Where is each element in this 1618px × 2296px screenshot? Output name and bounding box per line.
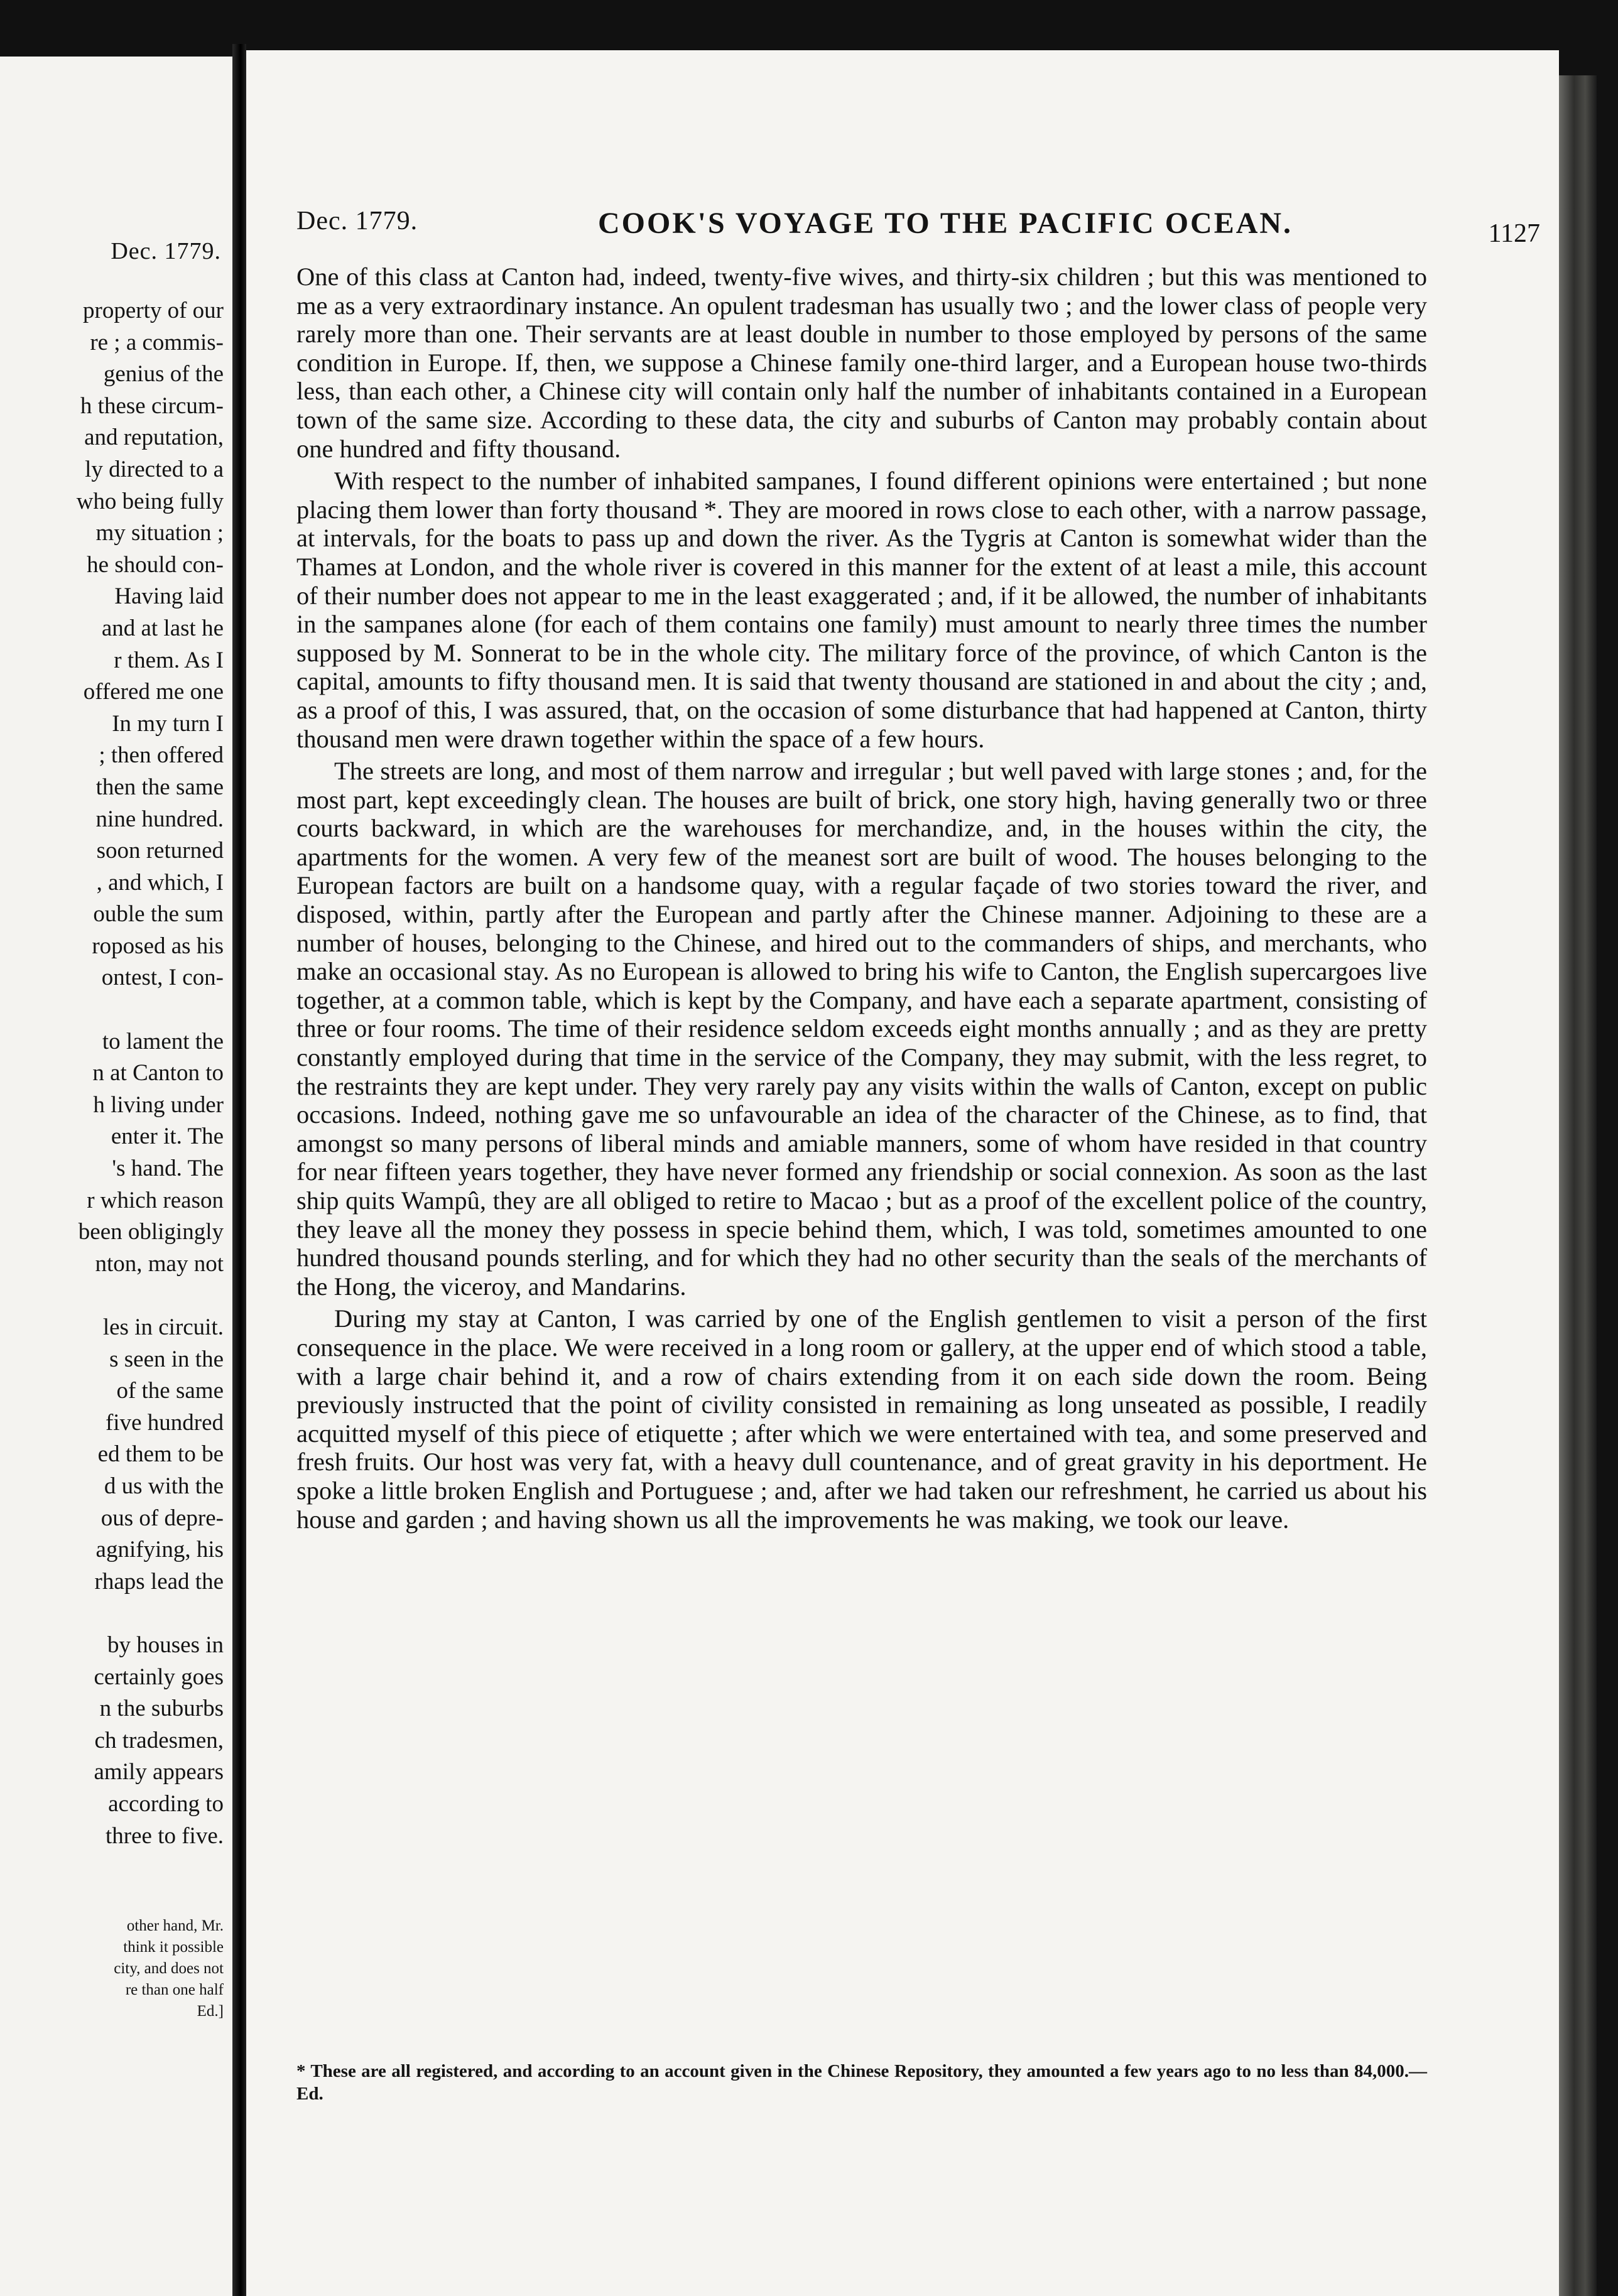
left-line: offered me one bbox=[83, 679, 224, 705]
left-line: ly directed to a bbox=[85, 456, 224, 482]
left-line: amily appears bbox=[94, 1759, 224, 1785]
left-line bbox=[0, 1280, 224, 1312]
left-line: three to five. bbox=[106, 1822, 224, 1849]
left-line: my situation ; bbox=[95, 520, 224, 546]
left-line: h living under bbox=[93, 1091, 224, 1118]
left-line: Having laid bbox=[114, 583, 224, 610]
left-footnote-line: Ed.] bbox=[197, 2003, 224, 2020]
left-line: soon returned bbox=[96, 838, 224, 864]
running-head-title: COOK'S VOYAGE TO THE PACIFIC OCEAN. bbox=[598, 207, 1293, 240]
left-line: to lament the bbox=[102, 1028, 224, 1054]
left-line: of the same bbox=[116, 1378, 224, 1404]
left-line: rhaps lead the bbox=[94, 1568, 224, 1595]
footnote: * These are all registered, and according to an account given in the Chinese Repository, they amounted a few years ago to no less than 84,000.—Ed. bbox=[296, 2061, 1427, 2104]
left-line: ontest, I con- bbox=[101, 965, 224, 991]
paragraph-3: The streets are long, and most of them narrow and irregular ; but well paved with large stones ; and, for the most part, kept exceedingly clean. The houses are built of brick, one story high, having generally two or three courts backward, in which are the warehouses for merchandize, and, in the houses within the city, the apartments for the women. A very few of the meanest sort are built of wood. The houses belonging to the European factors are built on a handsome quay, with a regular façade of two stories toward the river, and disposed, within, partly after the European and partly after the Chinese manner. Adjoining to these are a number of houses, belonging to the Chinese, and hired out to the commanders of ships, and merchants, who make an occasional stay. As no European is allowed to bring his wife to Canton, the English supercargoes live together, at a common table, which is kept by the Company, and have each a separate apartment, consisting of three or four rooms. The time of their residence seldom exceeds eight months annually ; and as they are pretty constantly employed during that time in the service of the Company, they may submit, with the less regret, to the restraints they are kept under. They very rarely pay any visits within the walls of Canton, except on public occasions. Indeed, nothing gave me so unfavourable an idea of the character of the Chinese, as to find, that amongst so many persons of liberal minds and amiable manners, some of whom have resided in that country for near fifteen years together, they have never formed any friendship or social connexion. As soon as the last ship quits Wampû, they are all obliged to retire to Macao ; but as a proof of the excellent police of the country, they leave all the money they possess in specie behind them, which, I was told, sometimes amounted to one hundred thousand pounds sterling, and for which they had no other security than the seals of the merchants of the Hong, the viceroy, and Mandarins. bbox=[296, 757, 1427, 1301]
left-line: 's hand. The bbox=[112, 1156, 224, 1182]
left-running-head: Dec. 1779. bbox=[111, 238, 221, 264]
page-edge bbox=[1559, 75, 1597, 2296]
right-page bbox=[246, 50, 1559, 2296]
left-line: and at last he bbox=[101, 615, 224, 641]
left-line: ed them to be bbox=[97, 1441, 224, 1468]
left-line: agnifying, his bbox=[95, 1537, 224, 1563]
book-gutter bbox=[232, 44, 246, 2296]
left-page-footnote bbox=[0, 1915, 224, 2022]
left-line: five hundred bbox=[105, 1409, 224, 1436]
left-line: according to bbox=[108, 1790, 224, 1817]
left-footnote-line: city, and does not bbox=[114, 1960, 224, 1977]
left-line: he should con- bbox=[87, 551, 224, 578]
running-head-date: Dec. 1779. bbox=[296, 207, 418, 236]
left-footnote-line: think it possible bbox=[123, 1939, 224, 1956]
left-line: enter it. The bbox=[111, 1124, 224, 1150]
left-line: , and which, I bbox=[96, 869, 224, 896]
left-line: nton, may not bbox=[95, 1250, 224, 1277]
left-line: s seen in the bbox=[109, 1346, 224, 1372]
paragraph-2: With respect to the number of inhabited sampanes, I found different opinions were entertained ; but none placing them lower than forty thousand *. They are moored in rows close to each other, with a narrow passage, at intervals, for the boats to pass up and down the river. As the Tygris at Canton is somewhat wider than the Thames at London, and the whole river is covered in this manner for the extent of at least a mile, this account of their number does not appear to me in the least exaggerated ; and, if it be allowed, the number of inhabitants in the sampanes alone (for each of them contains one family) must amount to nearly three times the number supposed by M. Sonnerat to be in the whole city. The military force of the province, of which Canton is the capital, amounts to fifty thousand men. It is said that twenty thousand are stationed in and about the city ; and, as a proof of this, I was assured, that, on the occasion of some disturbance that had happened at Canton, thirty thousand men were drawn together within the space of a few hours. bbox=[296, 467, 1427, 753]
paragraph-1: One of this class at Canton had, indeed, twenty-five wives, and thirty-six children ; but this was mentioned to me as a very extraordinary instance. An opulent tradesman has usually two ; and the lower class of people very rarely more than one. Their servants are at least double in number to those employed by persons of the same condition in Europe. If, then, we suppose a Chinese family one-third larger, and a European house two-thirds less, than each other, a Chinese city will contain only half the number of inhabitants contained in a European town of the same size. According to these data, the city and suburbs of Canton may probably contain about one hundred and fifty thousand. bbox=[296, 263, 1427, 463]
left-line: then the same bbox=[95, 774, 224, 800]
left-line: roposed as his bbox=[92, 933, 224, 959]
paragraph-4: During my stay at Canton, I was carried by one of the English gentlemen to visit a person of the first consequence in the place. We were received in a long room or gallery, at the upper end of which stood a table, with a large chair behind it, and a row of chairs extending from it on each side down the room. Being previously instructed that the point of civility consisted in remaining as long unseated as possible, I readily acquitted myself of this piece of etiquette ; after which we were entertained with tea, and some preserved and fresh fruits. Our host was very fat, with a heavy dull countenance, and of great gravity in his deportment. He spoke a little broken English and Portuguese ; and, after we had taken our refreshment, he carried us about his house and garden ; and having shown us all the improvements he was making, we took our leave. bbox=[296, 1304, 1427, 1534]
page-number: 1127 bbox=[1488, 219, 1540, 248]
left-footnote-line: other hand, Mr. bbox=[126, 1917, 224, 1934]
left-line bbox=[0, 1598, 224, 1630]
left-line: ouble the sum bbox=[93, 901, 224, 928]
left-line: d us with the bbox=[104, 1473, 224, 1499]
left-line: les in circuit. bbox=[102, 1314, 224, 1340]
left-line: and reputation, bbox=[84, 425, 224, 451]
left-line: property of our bbox=[83, 298, 224, 323]
left-line: ous of depre- bbox=[100, 1505, 224, 1531]
left-line: r them. As I bbox=[114, 647, 224, 673]
left-line bbox=[0, 994, 224, 1026]
left-line: In my turn I bbox=[112, 710, 224, 737]
left-line: genius of the bbox=[103, 361, 224, 387]
left-line: nine hundred. bbox=[95, 806, 224, 832]
left-line: n the suburbs bbox=[99, 1696, 224, 1722]
left-line: certainly goes bbox=[94, 1664, 224, 1690]
body-text bbox=[296, 263, 1427, 1534]
left-line: re ; a commis- bbox=[90, 329, 224, 355]
page-header bbox=[296, 206, 1540, 256]
left-line: been obligingly bbox=[78, 1219, 224, 1245]
left-line: by houses in bbox=[107, 1632, 224, 1658]
left-footnote-line: re than one half bbox=[125, 1981, 224, 1998]
left-line: h these circum- bbox=[80, 393, 224, 419]
left-line: ; then offered bbox=[99, 742, 224, 769]
left-line: ch tradesmen, bbox=[94, 1727, 224, 1753]
left-line: r which reason bbox=[87, 1187, 224, 1213]
left-line: who being fully bbox=[76, 488, 224, 514]
left-page bbox=[0, 57, 232, 2296]
left-line: n at Canton to bbox=[92, 1060, 224, 1086]
left-page-text bbox=[0, 295, 224, 1852]
